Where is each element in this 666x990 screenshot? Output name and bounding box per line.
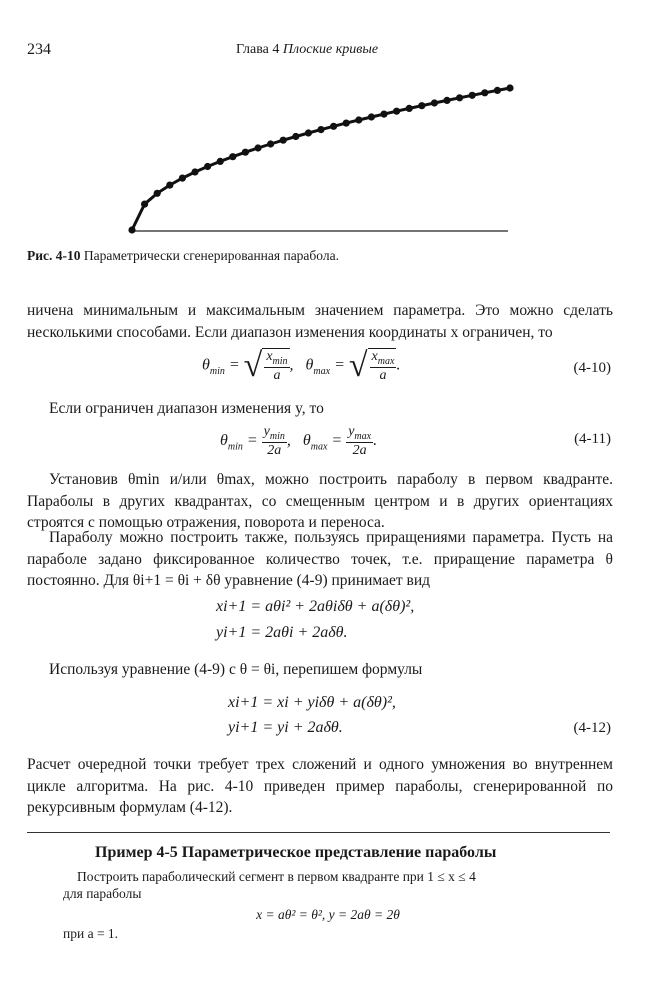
parabola-curve bbox=[132, 88, 510, 230]
parabola-point bbox=[456, 94, 463, 101]
parabola-point bbox=[317, 126, 324, 133]
parabola-point bbox=[406, 105, 413, 112]
parabola-point bbox=[242, 149, 249, 156]
example-line-2: для параболы bbox=[63, 886, 142, 901]
equation-number-4-10: (4-10) bbox=[573, 360, 611, 376]
example-formula: x = aθ² = θ², y = 2aθ = 2θ bbox=[256, 907, 400, 922]
parabola-point bbox=[217, 158, 224, 165]
chapter-label: Глава 4 bbox=[236, 42, 280, 57]
parabola-points bbox=[128, 84, 513, 233]
example-body bbox=[63, 868, 593, 942]
parabola-point bbox=[494, 87, 501, 94]
equation-4-11: $\theta_{min}$ = $\frac{y_{min}}{2a}$ , $\theta_{max}$ = $\frac{y_{max}}{2a}$ . bbox=[220, 424, 378, 458]
equation-4-10: $\theta_{min}$ = √ $\frac{x_{min}}{a}$ , $\theta_{max}$ = √ $\frac{x_{max}}{a}$ . bbox=[202, 346, 401, 384]
paragraph-2: Если ограничен диапазон изменения y, то bbox=[49, 400, 324, 417]
caption-text: Параметрически сгенерированная парабола. bbox=[83, 248, 339, 263]
section-divider bbox=[27, 832, 610, 833]
paragraph-4: Параболу можно построить также, пользуясь приращениями параметра. Пусть на параболе задано фиксированное количество точек, т.е. приращение параметра θ постоянно. Для θi+1 = θi + δθ уравнение (4-9) принимает вид bbox=[27, 529, 613, 589]
parabola-figure bbox=[100, 60, 520, 240]
page-number: 234 bbox=[27, 41, 51, 58]
caption-label: Рис. 4-10 bbox=[27, 248, 81, 263]
parabola-point bbox=[418, 102, 425, 109]
parabola-point bbox=[166, 182, 173, 189]
parabola-point bbox=[204, 163, 211, 170]
parabola-point bbox=[380, 111, 387, 118]
example-line-1: Построить параболический сегмент в первом квадранте при 1 ≤ x ≤ 4 bbox=[77, 869, 476, 884]
parabola-point bbox=[292, 133, 299, 140]
parabola-point bbox=[343, 120, 350, 127]
equation-a-line-2: yi+1 = 2aθi + 2aδθ. bbox=[216, 624, 348, 641]
example-title: Пример 4-5 Параметрическое представление параболы bbox=[95, 844, 497, 861]
paragraph-5: Используя уравнение (4-9) с θ = θi, перепишем формулы bbox=[49, 661, 423, 678]
paragraph-3: Установив θmin и/или θmax, можно построить параболу в первом квадранте. Параболы в других квадрантах, со смещенным центром и в других ориентациях строятся с помощью отражения, поворота и переноса. bbox=[27, 471, 613, 531]
parabola-point bbox=[191, 168, 198, 175]
parabola-point bbox=[229, 153, 236, 160]
paragraph-6: Расчет очередной точки требует трех сложений и одного умножения во внутреннем цикле алгоритма. На рис. 4-10 приведен пример параболы, сгенерированной по рекурсивным формулам (4-12). bbox=[27, 756, 613, 816]
parabola-point bbox=[506, 84, 513, 91]
equation-b-line-2: yi+1 = yi + 2aδθ. bbox=[228, 719, 343, 736]
parabola-point bbox=[305, 129, 312, 136]
parabola-point bbox=[355, 116, 362, 123]
paragraph-1: ничена минимальным и максимальным значением параметра. Это можно сделать несколькими способами. Если диапазон изменения координаты x ограничен, то bbox=[27, 302, 613, 341]
chapter-title: Плоские кривые bbox=[282, 42, 379, 57]
equation-number-4-12: (4-12) bbox=[573, 720, 611, 736]
parabola-point bbox=[393, 108, 400, 115]
parabola-point bbox=[128, 226, 135, 233]
parabola-point bbox=[481, 89, 488, 96]
parabola-point bbox=[141, 201, 148, 208]
parabola-point bbox=[154, 190, 161, 197]
equation-b-line-1: xi+1 = xi + yiδθ + a(δθ)², bbox=[228, 694, 396, 711]
parabola-point bbox=[469, 92, 476, 99]
figure-caption bbox=[27, 248, 339, 264]
example-line-3: при a = 1. bbox=[63, 926, 119, 941]
parabola-point bbox=[368, 113, 375, 120]
running-header bbox=[236, 42, 378, 58]
parabola-point bbox=[254, 144, 261, 151]
parabola-point bbox=[280, 137, 287, 144]
parabola-point bbox=[179, 175, 186, 182]
parabola-point bbox=[330, 123, 337, 130]
parabola-point bbox=[267, 140, 274, 147]
parabola-point bbox=[431, 99, 438, 106]
equation-number-4-11: (4-11) bbox=[574, 431, 611, 447]
equation-a-line-1: xi+1 = aθi² + 2aθiδθ + a(δθ)², bbox=[216, 598, 415, 615]
parabola-point bbox=[443, 97, 450, 104]
